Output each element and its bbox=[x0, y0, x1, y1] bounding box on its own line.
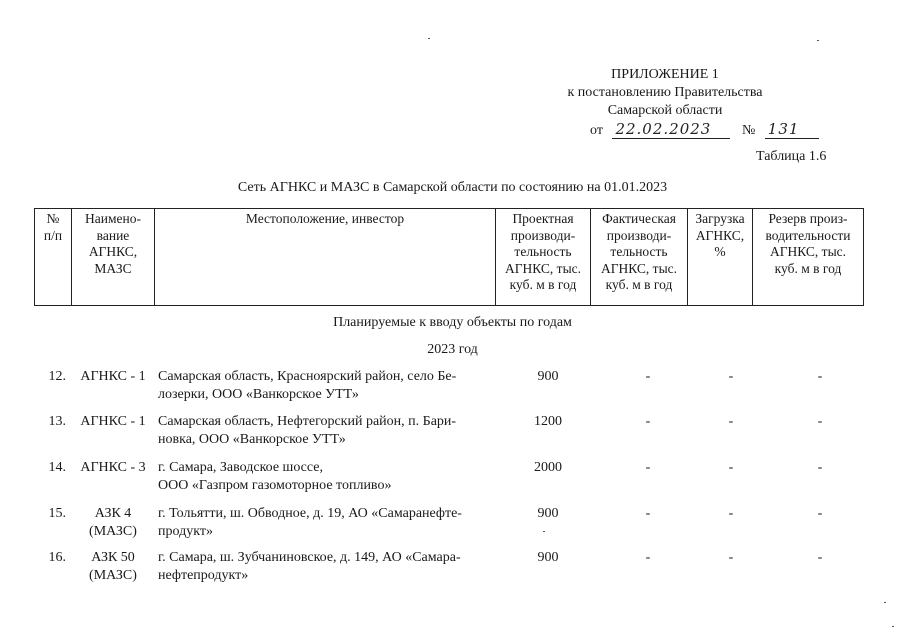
date-prefix: от bbox=[590, 123, 603, 138]
col-design-capacity-header: Проектная производи- тельность АГНКС, тыс. куб. м в год bbox=[496, 209, 591, 306]
station-name: АЗК 4 (МАЗС) bbox=[89, 506, 137, 539]
col-name-header: Наимено- вание АГНКС, МАЗС bbox=[72, 209, 155, 306]
appendix-region-line: Самарской области bbox=[607, 103, 723, 118]
capacity-reserve: - bbox=[817, 369, 823, 384]
capacity-reserve: - bbox=[817, 414, 823, 429]
design-capacity: 1200 bbox=[534, 414, 562, 429]
design-capacity: 900 bbox=[537, 369, 559, 384]
load-percent: - bbox=[728, 414, 734, 429]
appendix-header bbox=[535, 66, 795, 120]
resolution-date-number bbox=[590, 120, 819, 140]
location-investor: Самарская область, Нефтегорский район, п. Бари- новка, ООО «Ванкорское УТТ» bbox=[158, 414, 457, 447]
row-number: 12. bbox=[48, 369, 66, 384]
design-capacity: 900 bbox=[537, 550, 559, 565]
year-heading: 2023 год bbox=[427, 342, 478, 357]
col-reserve-header: Резерв произ- водительности АГНКС, тыс. куб. м в год bbox=[753, 209, 864, 306]
actual-capacity: - bbox=[645, 369, 651, 384]
location-investor: Самарская область, Красноярский район, село Бе- лозерки, ООО «Ванкорское УТТ» bbox=[158, 369, 457, 402]
location-investor: г. Самара, ш. Зубчаниновское, д. 149, АО «Самара- нефтепродукт» bbox=[158, 550, 461, 583]
station-name: АГНКС - 1 bbox=[80, 414, 146, 429]
capacity-reserve: - bbox=[817, 550, 823, 565]
scan-speck bbox=[543, 531, 545, 532]
handwritten-number: 131 bbox=[765, 120, 819, 139]
scan-speck bbox=[892, 626, 894, 627]
scan-speck bbox=[884, 602, 886, 603]
actual-capacity: - bbox=[645, 506, 651, 521]
document-title: Сеть АГНКС и МАЗС в Самарской области по состоянию на 01.01.2023 bbox=[237, 180, 668, 195]
location-investor: г. Самара, Заводское шоссе, ООО «Газпром газомоторное топливо» bbox=[158, 460, 392, 493]
load-percent: - bbox=[728, 506, 734, 521]
location-investor: г. Тольятти, ш. Обводное, д. 19, АО «Самаранефте- продукт» bbox=[158, 506, 462, 539]
appendix-title: ПРИЛОЖЕНИЕ 1 bbox=[611, 67, 719, 82]
col-actual-capacity-header: Фактическая производи- тельность АГНКС, тыс. куб. м в год bbox=[591, 209, 688, 306]
station-name: АГНКС - 3 bbox=[80, 460, 146, 475]
col-number-header: № п/п bbox=[35, 209, 72, 306]
actual-capacity: - bbox=[645, 550, 651, 565]
row-number: 16. bbox=[48, 550, 66, 565]
handwritten-date: 22.02.2023 bbox=[612, 120, 730, 139]
design-capacity: 900 bbox=[537, 506, 559, 521]
load-percent: - bbox=[728, 460, 734, 475]
col-location-header: Местоположение, инвестор bbox=[155, 209, 496, 306]
station-name: АЗК 50 (МАЗС) bbox=[89, 550, 137, 583]
station-name: АГНКС - 1 bbox=[80, 369, 146, 384]
scan-speck bbox=[428, 38, 430, 39]
table-header bbox=[34, 208, 864, 306]
row-number: 13. bbox=[48, 414, 66, 429]
col-load-header: Загрузка АГНКС, % bbox=[688, 209, 753, 306]
actual-capacity: - bbox=[645, 460, 651, 475]
number-prefix: № bbox=[741, 123, 756, 138]
capacity-reserve: - bbox=[817, 506, 823, 521]
row-number: 14. bbox=[48, 460, 66, 475]
load-percent: - bbox=[728, 369, 734, 384]
scan-speck bbox=[817, 40, 819, 41]
table-reference: Таблица 1.6 bbox=[756, 149, 827, 164]
design-capacity: 2000 bbox=[534, 460, 562, 475]
appendix-resolution-line: к постановлению Правительства bbox=[567, 85, 763, 100]
row-number: 15. bbox=[48, 506, 66, 521]
section-title: Планируемые к вводу объекты по годам bbox=[333, 315, 572, 330]
load-percent: - bbox=[728, 550, 734, 565]
capacity-reserve: - bbox=[817, 460, 823, 475]
actual-capacity: - bbox=[645, 414, 651, 429]
